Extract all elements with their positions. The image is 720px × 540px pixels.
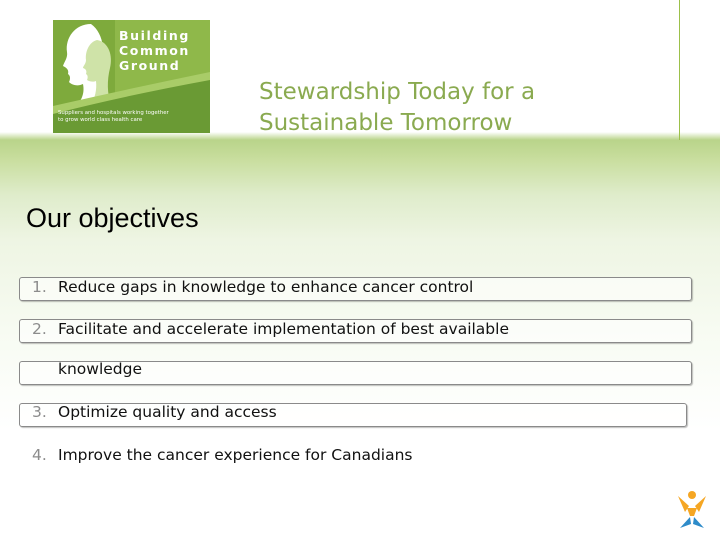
objective-item: [32, 403, 277, 421]
objective-text: Reduce gaps in knowledge to enhance cancer control: [58, 278, 474, 296]
logo-title: [119, 28, 190, 73]
objective-number: 1.: [32, 278, 47, 296]
objective-item: [32, 320, 509, 338]
objective-item: [32, 278, 473, 296]
objective-number: 2.: [32, 320, 47, 338]
objective-text: Optimize quality and access: [58, 403, 277, 421]
logo-tagline-line1: Suppliers and hospitals working together: [58, 110, 169, 116]
page-title: [259, 77, 535, 139]
title-line-2: Sustainable Tomorrow: [259, 110, 513, 136]
logo-line-ground: Ground: [119, 58, 181, 73]
person-figure-icon: [676, 490, 708, 530]
section-title: Our objectives: [26, 203, 199, 233]
objective-item: [32, 446, 413, 464]
logo-line-building: Building: [119, 28, 190, 43]
objective-number: 4.: [32, 446, 47, 464]
objective-text: knowledge: [58, 360, 143, 378]
logo-tagline: [58, 110, 208, 124]
building-common-ground-logo: [53, 20, 210, 133]
logo-line-common: Common: [119, 43, 190, 58]
objective-text: Improve the cancer experience for Canadians: [58, 446, 413, 464]
logo-tagline-line2: to grow world class health care: [58, 117, 143, 123]
header-divider: [679, 0, 680, 140]
objective-text: Facilitate and accelerate implementation of best available: [58, 320, 509, 338]
objective-number: 3.: [32, 403, 47, 421]
objective-item: [32, 360, 142, 378]
title-line-1: Stewardship Today for a: [259, 79, 536, 105]
